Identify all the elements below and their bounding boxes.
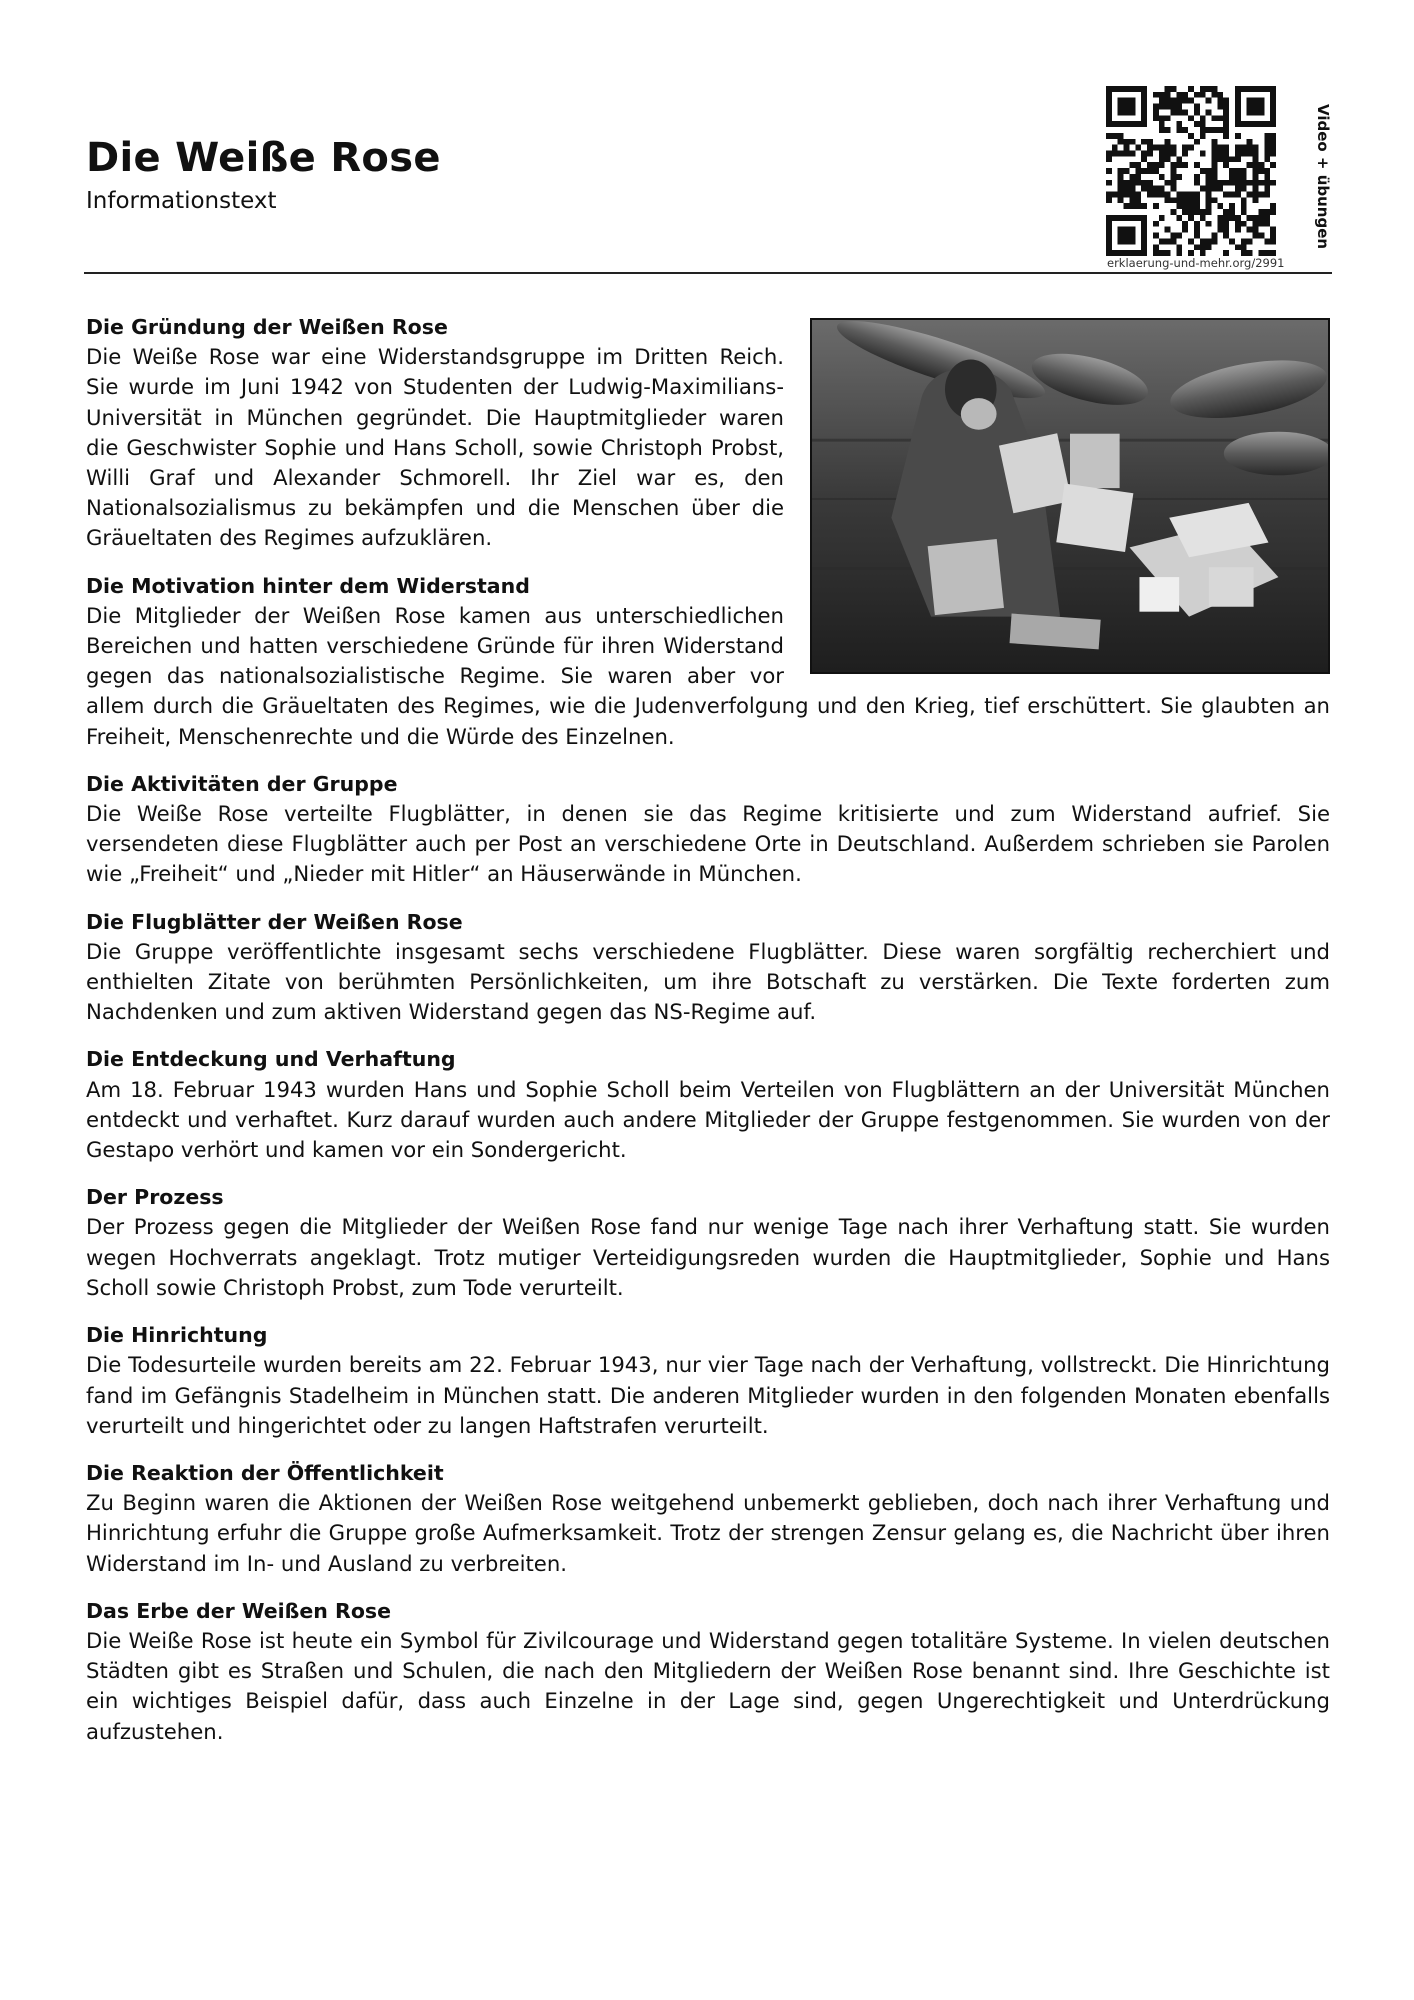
section-heading: Die Motivation hinter dem Widerstand	[86, 573, 530, 598]
header-divider	[84, 272, 1332, 274]
resistance-leaflets-photo	[810, 318, 1330, 674]
section-text: Zu Beginn waren die Aktionen der Weißen Rose weitgehend unbemerkt geblieben, doch nach ihrer Verhaftung und Hinrichtung erfuhr die Gruppe große Aufmerksamkeit. Trotz der strengen Zensur gelang es, die Nachricht über ihren Widerstand im In- und Ausland zu verbreiten.	[86, 1490, 1330, 1576]
section-reaktion	[86, 1458, 1330, 1579]
page-subtitle: Informationstext	[86, 188, 277, 214]
section-text: Die Weiße Rose war eine Widerstandsgruppe im Dritten Reich. Sie wurde im Juni 1942 von Studenten der Ludwig-Maximilians-Universität in München gegründet. Die Hauptmitglieder waren die Geschwister Sophie und Hans Scholl, sowie Christoph Probst, Willi Graf und Alexander Schmorell. Ihr Ziel war es, den Nationalsozialismus zu bekämpfen und die Menschen über die Gräueltaten des Regimes aufzuklären.	[86, 344, 784, 551]
section-hinrichtung	[86, 1320, 1330, 1441]
section-flugblaetter	[86, 907, 1330, 1028]
qr-code-icon[interactable]	[1106, 86, 1276, 256]
qr-url[interactable]: erklaerung-und-mehr.org/2991	[1107, 256, 1285, 270]
section-erbe	[86, 1596, 1330, 1747]
section-heading: Die Flugblätter der Weißen Rose	[86, 909, 463, 934]
section-text: Die Weiße Rose verteilte Flugblätter, in denen sie das Regime kritisierte und zum Widerstand aufrief. Sie versendeten diese Flugblätter auch per Post an verschiedene Orte in Deutschland. Außerdem schrieben sie Parolen wie „Freiheit“ und „Nieder mit Hitler“ an Häuserwände in München.	[86, 801, 1330, 887]
section-heading: Die Reaktion der Öffentlichkeit	[86, 1460, 444, 1485]
section-heading: Die Aktivitäten der Gruppe	[86, 771, 398, 796]
section-heading: Die Gründung der Weißen Rose	[86, 315, 448, 339]
section-heading: Die Hinrichtung	[86, 1323, 268, 1348]
article-body	[86, 312, 1330, 1764]
section-text: Die Mitglieder der Weißen Rose kamen aus unterschiedlichen Bereichen und hatten verschiedene Gründe für ihren Widerstand gegen das nationalsozialistische Regime. Sie waren aber vor allem durch die Gräueltaten des Regimes, wie die Judenverfolgung und den Krieg, tief erschüttert. Sie glaubten an Freiheit, Menschenrechte und die Würde des Einzelnen.	[86, 602, 1330, 749]
section-text: Die Gruppe veröffentlichte insgesamt sechs verschiedene Flugblätter. Diese waren sorgfältig recherchiert und enthielten Zitate von berühmten Persönlichkeiten, um ihre Botschaft zu verstärken. Die Texte forderten zum Nachdenken und zum aktiven Widerstand gegen das NS-Regime auf.	[86, 938, 1330, 1025]
section-text: Die Todesurteile wurden bereits am 22. Februar 1943, nur vier Tage nach der Verhaftung, vollstreckt. Die Hinrichtung fand im Gefängnis Stadelheim in München statt. Die anderen Mitglieder wurden in den folgenden Monaten ebenfalls verurteilt und hingerichtet oder zu langen Haftstrafen verurteilt.	[86, 1352, 1330, 1438]
section-text: Die Weiße Rose ist heute ein Symbol für Zivilcourage und Widerstand gegen totalitäre Systeme. In vielen deutschen Städten gibt es Straßen und Schulen, die nach den Mitgliedern der Weißen Rose benannt sind. Ihre Geschichte ist ein wichtiges Beispiel dafür, dass auch Einzelne in der Lage sind, gegen Ungerechtigkeit und Unterdrückung aufzustehen.	[86, 1627, 1330, 1744]
qr-caption: Video + übungen	[1314, 104, 1332, 250]
section-text: Der Prozess gegen die Mitglieder der Weißen Rose fand nur wenige Tage nach ihrer Verhaftung statt. Sie wurden wegen Hochverrats angeklagt. Trotz mutiger Verteidigungsreden wurden die Hauptmitglieder, Sophie und Hans Scholl sowie Christoph Probst, zum Tode verurteilt.	[86, 1214, 1330, 1300]
section-entdeckung	[86, 1044, 1330, 1165]
section-text: Am 18. Februar 1943 wurden Hans und Sophie Scholl beim Verteilen von Flugblättern an der Universität München entdeckt und verhaftet. Kurz darauf wurden auch andere Mitglieder der Gruppe festgenommen. Sie wurden von der Gestapo verhört und kamen vor ein Sondergericht.	[86, 1076, 1330, 1163]
section-heading: Die Entdeckung und Verhaftung	[86, 1047, 456, 1072]
section-aktivitaeten	[86, 769, 1330, 890]
section-prozess	[86, 1182, 1330, 1303]
section-heading: Das Erbe der Weißen Rose	[86, 1598, 392, 1623]
section-heading: Der Prozess	[86, 1185, 224, 1210]
page-title: Die Weiße Rose	[86, 135, 441, 181]
